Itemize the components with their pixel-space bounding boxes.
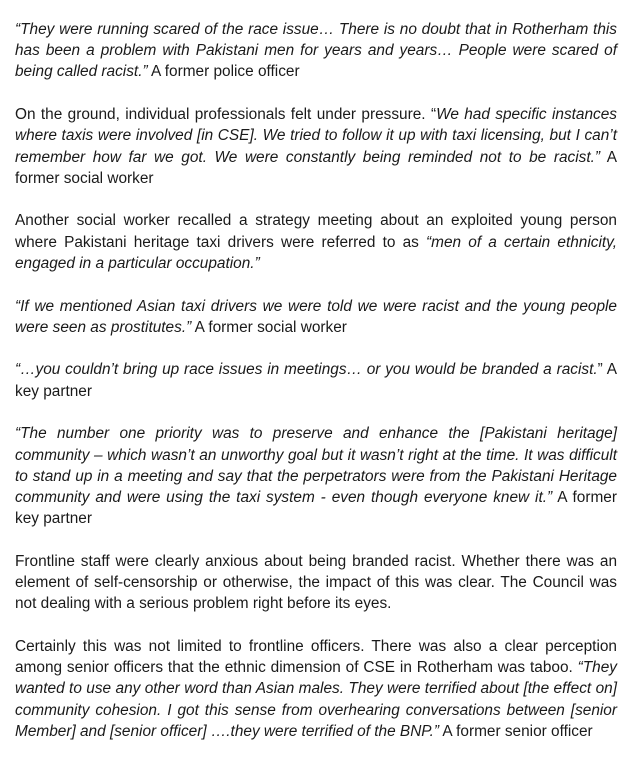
- paragraph-asian-taxi-drivers: [15, 296, 617, 338]
- body-text: Frontline staff were clearly anxious about being branded racist. Whether there was an element of self-censorship or otherwise, the impact of this was clear. The Council was not dealing with a serious problem right before its eyes.: [15, 552, 617, 613]
- body-text: On the ground, individual professionals felt under pressure. “: [15, 106, 437, 124]
- attribution: ” A key partner: [15, 361, 617, 400]
- paragraph-strategy-meeting: [15, 210, 617, 274]
- body-text: Certainly this was not limited to frontline officers. There was also a clear perception among senior officers that the ethnic dimension of CSE in Rotherham was taboo.: [15, 637, 617, 677]
- attribution: A former social worker: [15, 148, 617, 187]
- attribution: A former key partner: [15, 488, 617, 528]
- quote-text: “They wanted to use any other word than Asian males. They were terrified about [the effect on] community cohesion. I got this sense from overhearing conversations between [senior Member] and [senior officer] ….they were terrified of the BNP.”: [15, 659, 617, 740]
- quote-text: “The number one priority was to preserve and enhance the [Pakistani heritage] community – which wasn’t an unworthy goal but it wasn’t right at the time. It was difficult to stand up in a meeting and say that the perpetrators were from the Pakistani Heritage community and were using the taxi system - even though everyone knew it.”: [15, 425, 617, 506]
- paragraph-race-issues-meetings: [15, 359, 617, 401]
- paragraph-senior-officers: [15, 636, 617, 742]
- body-text: Another social worker recalled a strategy meeting about an exploited young person where Pakistani heritage taxi drivers were referred to as: [15, 212, 617, 251]
- quote-text: “If we mentioned Asian taxi drivers we were told we were racist and the young people were seen as prostitutes.”: [15, 297, 617, 336]
- paragraph-police-officer-quote: [15, 19, 617, 83]
- paragraph-priority-community: [15, 423, 617, 529]
- quote-text: We had specific instances where taxis were involved [in CSE]. We tried to follow it up with taxi licensing, but I can’t remember how far we got. We were constantly being reminded not to be racist.”: [15, 106, 617, 166]
- attribution: A former senior officer: [439, 722, 593, 740]
- attribution: A former police officer: [147, 63, 300, 81]
- quote-text: “men of a certain ethnicity, engaged in a particular occupation.”: [15, 233, 617, 272]
- attribution: A former social worker: [191, 318, 347, 336]
- paragraph-frontline-staff: [15, 551, 617, 615]
- quote-text: “They were running scared of the race issue… There is no doubt that in Rotherham this has been a problem with Pakistani men for years and years… People were scared of being called racist.”: [15, 21, 617, 81]
- quote-text: “…you couldn’t bring up race issues in meetings… or you would be branded a racist.: [15, 361, 598, 379]
- paragraph-taxi-licensing: [15, 104, 617, 189]
